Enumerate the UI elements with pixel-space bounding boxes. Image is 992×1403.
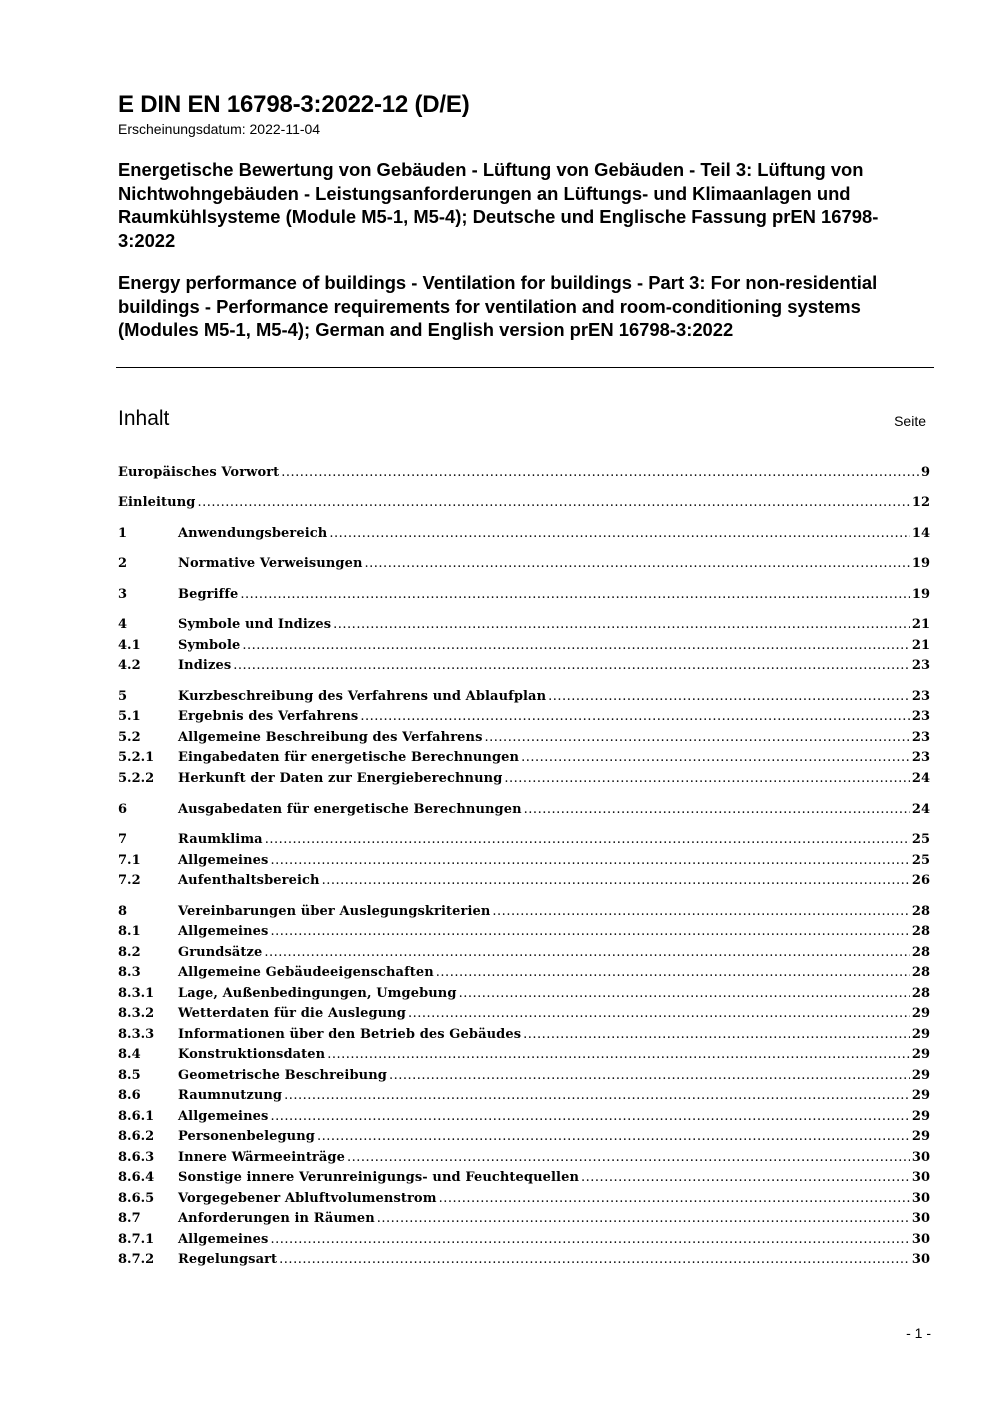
toc-entry-page: 29 [911, 1047, 930, 1062]
toc-entry-number: 5.2 [118, 730, 141, 745]
toc-entry-label: Ausgabedaten für energetische Berechnungen [178, 802, 522, 817]
toc-entry-page: 30 [911, 1170, 930, 1185]
toc-leader-dots [270, 1109, 909, 1124]
toc-entry-label: Vereinbarungen über Auslegungskriterien [178, 904, 491, 919]
toc-leader-dots [524, 802, 910, 817]
toc-entry[interactable] [118, 638, 930, 656]
toc-entry-page: 26 [911, 873, 930, 888]
toc-leader-dots [436, 965, 910, 980]
toc-entry-number: 8.3.3 [118, 1027, 155, 1042]
toc-entry-number: 4.1 [118, 638, 141, 653]
toc-entry[interactable] [118, 1027, 930, 1045]
toc-entry-label: Herkunft der Daten zur Energieberechnung [178, 771, 503, 786]
toc-entry-number: 8.7 [118, 1211, 141, 1226]
toc-leader-dots [389, 1068, 910, 1083]
toc-entry[interactable] [118, 1252, 930, 1270]
toc-entry[interactable] [118, 689, 930, 707]
toc-entry[interactable] [118, 617, 930, 635]
toc-entry-number: 5.2.2 [118, 771, 155, 786]
header-divider [116, 367, 934, 368]
toc-entry-page: 30 [911, 1232, 930, 1247]
toc-title: Inhalt [118, 407, 170, 430]
toc-entry[interactable] [118, 750, 930, 768]
toc-entry[interactable] [118, 1170, 930, 1188]
toc-entry[interactable] [118, 924, 930, 942]
title-english: Energy performance of buildings - Ventilation for buildings - Part 3: For non-residential buildings - Performance requirements for ventilation and room-conditioning systems (Modules M5-1, M5-4); German and English version prEN 16798-3:2022 [118, 272, 878, 340]
toc-leader-dots [347, 1150, 910, 1165]
toc-entry-label: Normative Verweisungen [178, 556, 363, 571]
toc-entry-page: 19 [911, 587, 930, 602]
toc-entry-page: 28 [911, 904, 930, 919]
toc-entry[interactable] [118, 465, 930, 483]
toc-entry-label: Geometrische Beschreibung [178, 1068, 387, 1083]
title-german: Energetische Bewertung von Gebäuden - Lüftung von Gebäuden - Teil 3: Lüftung von Nichtwohngebäuden - Leistungsanforderungen an Lüftungs- und Klimaanlagen und Raumkühlsysteme (Module M5-1, M5-4); Deutsche und Englische Fassung prEN 16798-3:2022 [118, 159, 879, 251]
toc-entry-label: Informationen über den Betrieb des Gebäudes [178, 1027, 522, 1042]
toc-entry-label: Innere Wärmeeinträge [178, 1150, 345, 1165]
toc-entry-page: 12 [911, 495, 930, 510]
toc-leader-dots [485, 730, 910, 745]
toc-entry[interactable] [118, 587, 930, 605]
toc-leader-dots [242, 638, 910, 653]
toc-leader-dots [197, 495, 909, 510]
toc-entry-page: 28 [911, 924, 930, 939]
toc-entry[interactable] [118, 832, 930, 850]
toc-entry-number: 8.3.2 [118, 1006, 155, 1021]
toc-leader-dots [270, 853, 909, 868]
toc-leader-dots [270, 924, 909, 939]
toc-entry-number: 8.3.1 [118, 986, 155, 1001]
toc-leader-dots [270, 1232, 909, 1247]
toc-entry-label: Anforderungen in Räumen [178, 1211, 375, 1226]
toc-entry-label: Indizes [178, 658, 232, 673]
toc-entry-page: 25 [911, 832, 930, 847]
page-number: - 1 - [906, 1325, 931, 1341]
toc-entry-number: 8.4 [118, 1047, 141, 1062]
toc-entry[interactable] [118, 1047, 930, 1065]
toc-entry-number: 6 [118, 802, 128, 817]
toc-entry-label: Aufenthaltsbereich [178, 873, 320, 888]
toc-entry-label: Begriffe [178, 587, 239, 602]
toc-entry-label: Allgemeines [178, 1232, 269, 1247]
toc-entry[interactable] [118, 853, 930, 871]
toc-entry-number: 8.7.1 [118, 1232, 155, 1247]
toc-entry-page: 29 [911, 1068, 930, 1083]
toc-leader-dots [521, 750, 910, 765]
toc-entry-page: 29 [911, 1129, 930, 1144]
toc-leader-dots [459, 986, 910, 1001]
toc-entry-number: 1 [118, 526, 128, 541]
toc-entry-number: 8.1 [118, 924, 141, 939]
toc-entry-number: 7.1 [118, 853, 141, 868]
toc-entry-label: Allgemeine Gebäudeeigenschaften [178, 965, 434, 980]
toc-entry[interactable] [118, 986, 930, 1004]
toc-entry-label: Europäisches Vorwort [118, 465, 280, 480]
toc-leader-dots [264, 945, 910, 960]
toc-leader-dots [265, 832, 910, 847]
toc-entry-number: 8.6 [118, 1088, 141, 1103]
toc-entry-page: 30 [911, 1252, 930, 1267]
toc-entry-label: Lage, Außenbedingungen, Umgebung [178, 986, 457, 1001]
toc-entry-number: 8.6.4 [118, 1170, 155, 1185]
toc-entry-page: 21 [911, 617, 930, 632]
toc-entry-page: 23 [911, 750, 930, 765]
toc-entry-number: 8.6.3 [118, 1150, 155, 1165]
toc-entry-label: Personenbelegung [178, 1129, 315, 1144]
toc-entry-label: Vorgegebener Abluftvolumenstrom [178, 1191, 437, 1206]
toc-entry-label: Wetterdaten für die Auslegung [178, 1006, 407, 1021]
toc-entry-number: 7 [118, 832, 128, 847]
toc-entry[interactable] [118, 730, 930, 748]
toc-entry-number: 8.6.5 [118, 1191, 155, 1206]
toc-entry-number: 7.2 [118, 873, 141, 888]
toc-entry-label: Allgemeine Beschreibung des Verfahrens [178, 730, 483, 745]
toc-entry-page: 29 [911, 1109, 930, 1124]
document-header [118, 90, 934, 342]
toc-entry[interactable] [118, 526, 930, 544]
toc-entry-page: 25 [911, 853, 930, 868]
toc-entry[interactable] [118, 1129, 930, 1147]
toc-entry-label: Ergebnis des Verfahrens [178, 709, 359, 724]
toc-entry-page: 9 [920, 465, 930, 480]
toc-entry[interactable] [118, 965, 930, 983]
toc-entry-number: 8.2 [118, 945, 141, 960]
toc-leader-dots [408, 1006, 910, 1021]
toc-heading [118, 405, 926, 433]
toc-leader-dots [233, 658, 910, 673]
toc-entry[interactable] [118, 1109, 930, 1127]
toc-entry-page: 14 [911, 526, 930, 541]
toc-entry-page: 30 [911, 1150, 930, 1165]
toc-entry-page: 28 [911, 945, 930, 960]
toc-leader-dots [322, 873, 910, 888]
toc-entry-number: 5.1 [118, 709, 141, 724]
toc-entry[interactable] [118, 495, 930, 513]
toc-entry[interactable] [118, 658, 930, 676]
toc-entry-number: 4.2 [118, 658, 141, 673]
toc-entry-number: 8.3 [118, 965, 141, 980]
toc-entry[interactable] [118, 1006, 930, 1024]
toc-entry-number: 8.6.1 [118, 1109, 155, 1124]
toc-entry[interactable] [118, 802, 930, 820]
toc-entry-page: 30 [911, 1211, 930, 1226]
toc-entry-label: Eingabedaten für energetische Berechnungen [178, 750, 520, 765]
toc-entry-number: 3 [118, 587, 128, 602]
toc-entry-page: 29 [911, 1006, 930, 1021]
toc-entry-page: 21 [911, 638, 930, 653]
toc-entry-label: Sonstige innere Verunreinigungs- und Feuchtequellen [178, 1170, 580, 1185]
toc-entry-label: Symbole [178, 638, 241, 653]
toc-entry-page: 28 [911, 965, 930, 980]
toc-entry[interactable] [118, 709, 930, 727]
toc-entry-label: Symbole und Indizes [178, 617, 332, 632]
toc-entry[interactable] [118, 1191, 930, 1209]
toc-entry[interactable] [118, 904, 930, 922]
toc-entry-label: Grundsätze [178, 945, 263, 960]
toc-entry[interactable] [118, 945, 930, 963]
toc-entry-label: Kurzbeschreibung des Verfahrens und Ablaufplan [178, 689, 547, 704]
toc-entry-page: 23 [911, 689, 930, 704]
toc-leader-dots [365, 556, 910, 571]
toc-entry-number: 5 [118, 689, 128, 704]
toc-entry[interactable] [118, 1150, 930, 1168]
toc-leader-dots [581, 1170, 910, 1185]
toc-entry-label: Raumnutzung [178, 1088, 283, 1103]
toc-leader-dots [439, 1191, 910, 1206]
toc-entry-label: Allgemeines [178, 1109, 269, 1124]
publication-date: Erscheinungsdatum: 2022-11-04 [118, 121, 321, 137]
toc-entry-label: Regelungsart [178, 1252, 278, 1267]
toc-entry-number: 8.7.2 [118, 1252, 155, 1267]
toc-leader-dots [333, 617, 910, 632]
toc-entry-page: 24 [911, 802, 930, 817]
toc-leader-dots [492, 904, 909, 919]
toc-entry-label: Konstruktionsdaten [178, 1047, 326, 1062]
toc-entry[interactable] [118, 556, 930, 574]
toc-leader-dots [281, 465, 919, 480]
toc-leader-dots [279, 1252, 910, 1267]
toc-entry[interactable] [118, 873, 930, 891]
toc-entry-page: 29 [911, 1027, 930, 1042]
toc-entry-number: 8.6.2 [118, 1129, 155, 1144]
toc-entry-number: 4 [118, 617, 128, 632]
toc-leader-dots [523, 1027, 910, 1042]
document-id: E DIN EN 16798-3:2022-12 (D/E) [118, 91, 470, 118]
toc-entry-number: 5.2.1 [118, 750, 155, 765]
toc-leader-dots [284, 1088, 910, 1103]
toc-entry-page: 29 [911, 1088, 930, 1103]
toc-entry-label: Anwendungsbereich [178, 526, 328, 541]
toc-leader-dots [377, 1211, 910, 1226]
toc-entry[interactable] [118, 771, 930, 789]
toc-entry[interactable] [118, 1068, 930, 1086]
toc-leader-dots [360, 709, 910, 724]
toc-entry-number: 2 [118, 556, 128, 571]
toc-entry[interactable] [118, 1088, 930, 1106]
toc-entry-number: 8.5 [118, 1068, 141, 1083]
toc-leader-dots [504, 771, 910, 786]
toc-entry-page: 19 [911, 556, 930, 571]
toc-leader-dots [317, 1129, 910, 1144]
toc-entry-page: 30 [911, 1191, 930, 1206]
toc-leader-dots [329, 526, 910, 541]
toc-entry-page: 28 [911, 986, 930, 1001]
toc-entry-page: 23 [911, 730, 930, 745]
toc-entry[interactable] [118, 1211, 930, 1229]
toc-entry-label: Einleitung [118, 495, 196, 510]
toc-entry-page: 23 [911, 658, 930, 673]
toc-page-column-label: Seite [894, 413, 926, 429]
toc-leader-dots [327, 1047, 910, 1062]
toc-entry-label: Allgemeines [178, 853, 269, 868]
toc-entry-page: 23 [911, 709, 930, 724]
toc-entry[interactable] [118, 1232, 930, 1250]
toc-entry-page: 24 [911, 771, 930, 786]
toc-entry-number: 8 [118, 904, 128, 919]
toc-entry-label: Raumklima [178, 832, 263, 847]
toc-entry-label: Allgemeines [178, 924, 269, 939]
toc-leader-dots [240, 587, 910, 602]
toc-leader-dots [548, 689, 910, 704]
